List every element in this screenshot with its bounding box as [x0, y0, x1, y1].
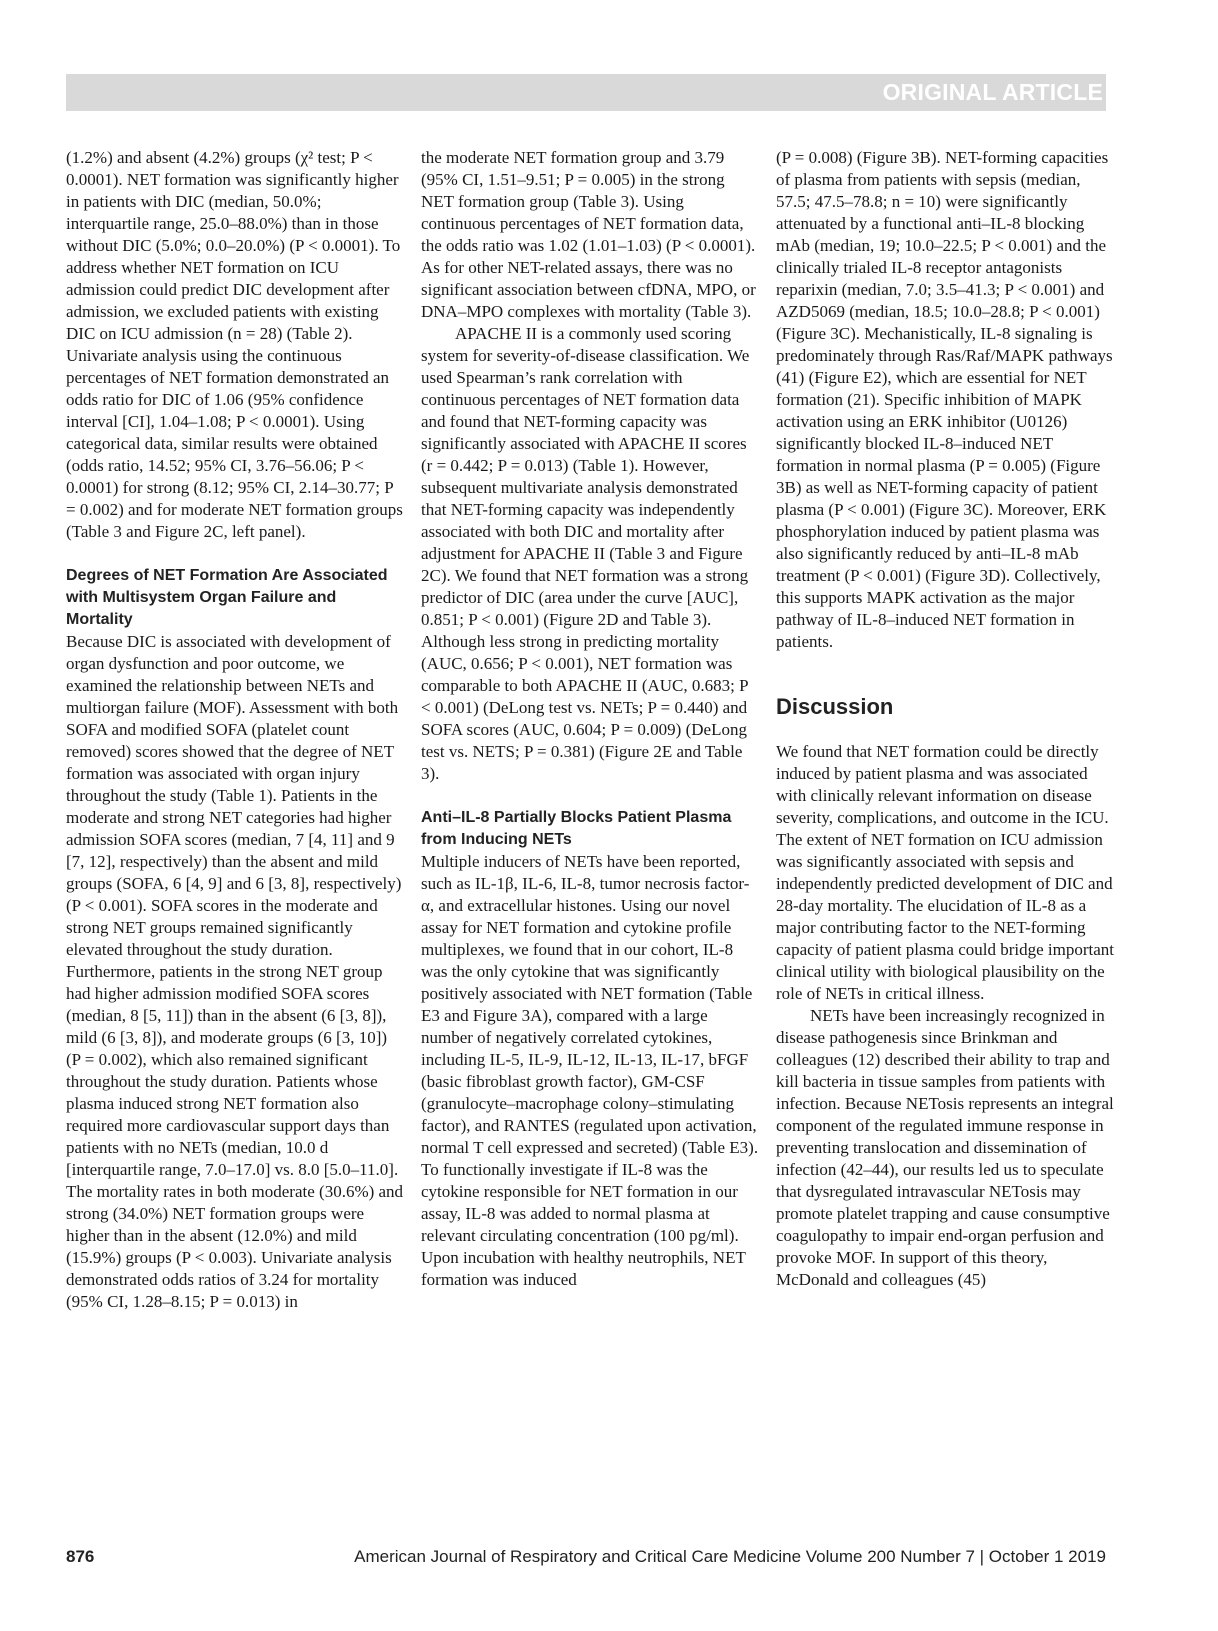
- paragraph: Multiple inducers of NETs have been reported, such as IL-1β, IL-6, IL-8, tumor necrosis factor-α, and extracellular histones. Using our novel assay for NET formation and cytokine profile multiplexes, we found that in our cohort, IL-8 was the only cytokine that was significantly positively associated with NET formation (Table E3 and Figure 3A), compared with a large number of negatively correlated cytokines, including IL-5, IL-9, IL-12, IL-13, IL-17, bFGF (basic fibroblast growth factor), GM-CSF (granulocyte–macrophage colony–stimulating factor), and RANTES (regulated upon activation, normal T cell expressed and secreted) (Table E3). To functionally investigate if IL-8 was the cytokine responsible for NET formation in our assay, IL-8 was added to normal plasma at relevant circulating concentration (100 pg/ml). Upon incubation with healthy neutrophils, NET formation was induced: [421, 852, 759, 1289]
- paragraph: We found that NET formation could be directly induced by patient plasma and was associated with clinically relevant information on disease severity, complications, and outcome in the ICU. The extent of NET formation on ICU admission was significantly associated with sepsis and independently predicted development of DIC and 28-day mortality. The elucidation of IL-8 as a major contributing factor to the NET-forming capacity of patient plasma could bridge important clinical utility with biological plausibility on the role of NETs in critical illness.: [776, 742, 1114, 1003]
- paragraph: (1.2%) and absent (4.2%) groups (χ² test; P < 0.0001). NET formation was significantly higher in patients with DIC (median, 50.0%; interquartile range, 25.0–88.0%) than in those without DIC (5.0%; 0.0–20.0%) (P < 0.0001). To address whether NET formation on ICU admission could predict DIC development after admission, we excluded patients with existing DIC on ICU admission (n = 28) (Table 2). Univariate analysis using the continuous percentages of NET formation demonstrated an odds ratio for DIC of 1.06 (95% confidence interval [CI], 1.04–1.08; P < 0.0001). Using categorical data, similar results were obtained (odds ratio, 14.52; 95% CI, 3.76–56.06; P < 0.0001) for strong (8.12; 95% CI, 2.14–30.77; P = 0.002) and for moderate NET formation groups (Table 3 and Figure 2C, left panel).: [66, 148, 403, 541]
- paragraph: APACHE II is a commonly used scoring system for severity-of-disease classification. We used Spearman’s rank correlation with continuous percentages of NET formation data and found that NET-forming capacity was significantly associated with APACHE II scores (r = 0.442; P = 0.013) (Table 1). However, subsequent multivariate analysis demonstrated that NET-forming capacity was independently associated with both DIC and mortality after adjustment for APACHE II (Table 3 and Figure 2C). We found that NET formation was a strong predictor of DIC (area under the curve [AUC], 0.851; P < 0.001) (Figure 2D and Table 3). Although less strong in predicting mortality (AUC, 0.656; P < 0.001), NET formation was comparable to both APACHE II (AUC, 0.683; P < 0.001) (DeLong test vs. NETs; P = 0.440) and SOFA scores (AUC, 0.604; P = 0.009) (DeLong test vs. NETS; P = 0.381) (Figure 2E and Table 3).: [421, 324, 750, 783]
- page-footer: [66, 1547, 1106, 1573]
- text-column-2: [421, 147, 759, 1291]
- paragraph: (P = 0.008) (Figure 3B). NET-forming capacities of plasma from patients with sepsis (median, 57.5; 47.5–78.8; n = 10) were significantly attenuated by a functional anti–IL-8 blocking mAb (median, 19; 10.0–22.5; P < 0.001) and the clinically trialed IL-8 receptor antagonists reparixin (median, 7.0; 3.5–41.3; P < 0.001) and AZD5069 (median, 18.5; 10.0–28.8; P < 0.001) (Figure 3C). Mechanistically, IL-8 signaling is predominately through Ras/Raf/MAPK pathways (41) (Figure E2), which are essential for NET formation (21). Specific inhibition of MAPK activation using an ERK inhibitor (U0126) significantly blocked IL-8–induced NET formation in normal plasma (P = 0.005) (Figure 3B) as well as NET-forming capacity of patient plasma (P < 0.001) (Figure 3C). Moreover, ERK phosphorylation induced by patient plasma was also significantly reduced by anti–IL-8 mAb treatment (P < 0.001) (Figure 3D). Collectively, this supports MAPK activation as the major pathway of IL-8–induced NET formation in patients.: [776, 148, 1113, 651]
- paragraph: NETs have been increasingly recognized in disease pathogenesis since Brinkman and colleagues (12) described their ability to trap and kill bacteria in tissue samples from patients with infection. Because NETosis represents an integral component of the regulated immune response in preventing translocation and dissemination of infection (42–44), our results led us to speculate that dysregulated intravascular NETosis may promote platelet trapping and cause consumptive coagulopathy to impair end-organ perfusion and provoke MOF. In support of this theory, McDonald and colleagues (45): [776, 1006, 1114, 1289]
- paragraph: Because DIC is associated with development of organ dysfunction and poor outcome, we examined the relationship between NETs and multiorgan failure (MOF). Assessment with both SOFA and modified SOFA (platelet count removed) scores showed that the degree of NET formation was associated with organ injury throughout the study (Table 1). Patients in the moderate and strong NET categories had higher admission SOFA scores (median, 7 [4, 11] and 9 [7, 12], respectively) than the absent and mild groups (SOFA, 6 [4, 9] and 6 [3, 8], respectively) (P < 0.001). SOFA scores in the moderate and strong NET groups remained significantly elevated throughout the study duration. Furthermore, patients in the strong NET group had higher admission modified SOFA scores (median, 8 [5, 11]) than in the absent (6 [3, 8]), mild (6 [3, 8]), and moderate groups (6 [3, 10]) (P = 0.002), which also remained significant throughout the study duration. Patients whose plasma induced strong NET formation also required more cardiovascular support days than patients with no NETs (median, 10.0 d [interquartile range, 7.0–17.0] vs. 8.0 [5.0–11.0]. The mortality rates in both moderate (30.6%) and strong (34.0%) NET formation groups were higher than in the absent (12.0%) and mild (15.9%) groups (P < 0.003). Univariate analysis demonstrated odds ratios of 3.24 for mortality (95% CI, 1.28–8.15; P = 0.013) in: [66, 632, 404, 1311]
- section-heading: Degrees of NET Formation Are Associated with Multisystem Organ Failure and Mortality: [66, 567, 388, 628]
- section-banner: [66, 74, 1106, 111]
- paragraph: the moderate NET formation group and 3.79 (95% CI, 1.51–9.51; P = 0.005) in the strong NET formation group (Table 3). Using continuous percentages of NET formation data, the odds ratio was 1.02 (1.01–1.03) (P < 0.0001). As for other NET-related assays, there was no significant association between cfDNA, MPO, or DNA–MPO complexes with mortality (Table 3).: [421, 148, 756, 321]
- section-heading: Anti–IL-8 Partially Blocks Patient Plasma from Inducing NETs: [421, 809, 732, 848]
- section-heading: Discussion: [776, 694, 894, 719]
- section-label: ORIGINAL ARTICLE: [882, 79, 1103, 105]
- journal-citation: American Journal of Respiratory and Critical Care Medicine Volume 200 Number 7 | October 1 2019: [354, 1547, 1106, 1566]
- text-column-3: [776, 147, 1114, 1291]
- page-number: 876: [66, 1547, 95, 1566]
- text-column-1: [66, 147, 404, 1313]
